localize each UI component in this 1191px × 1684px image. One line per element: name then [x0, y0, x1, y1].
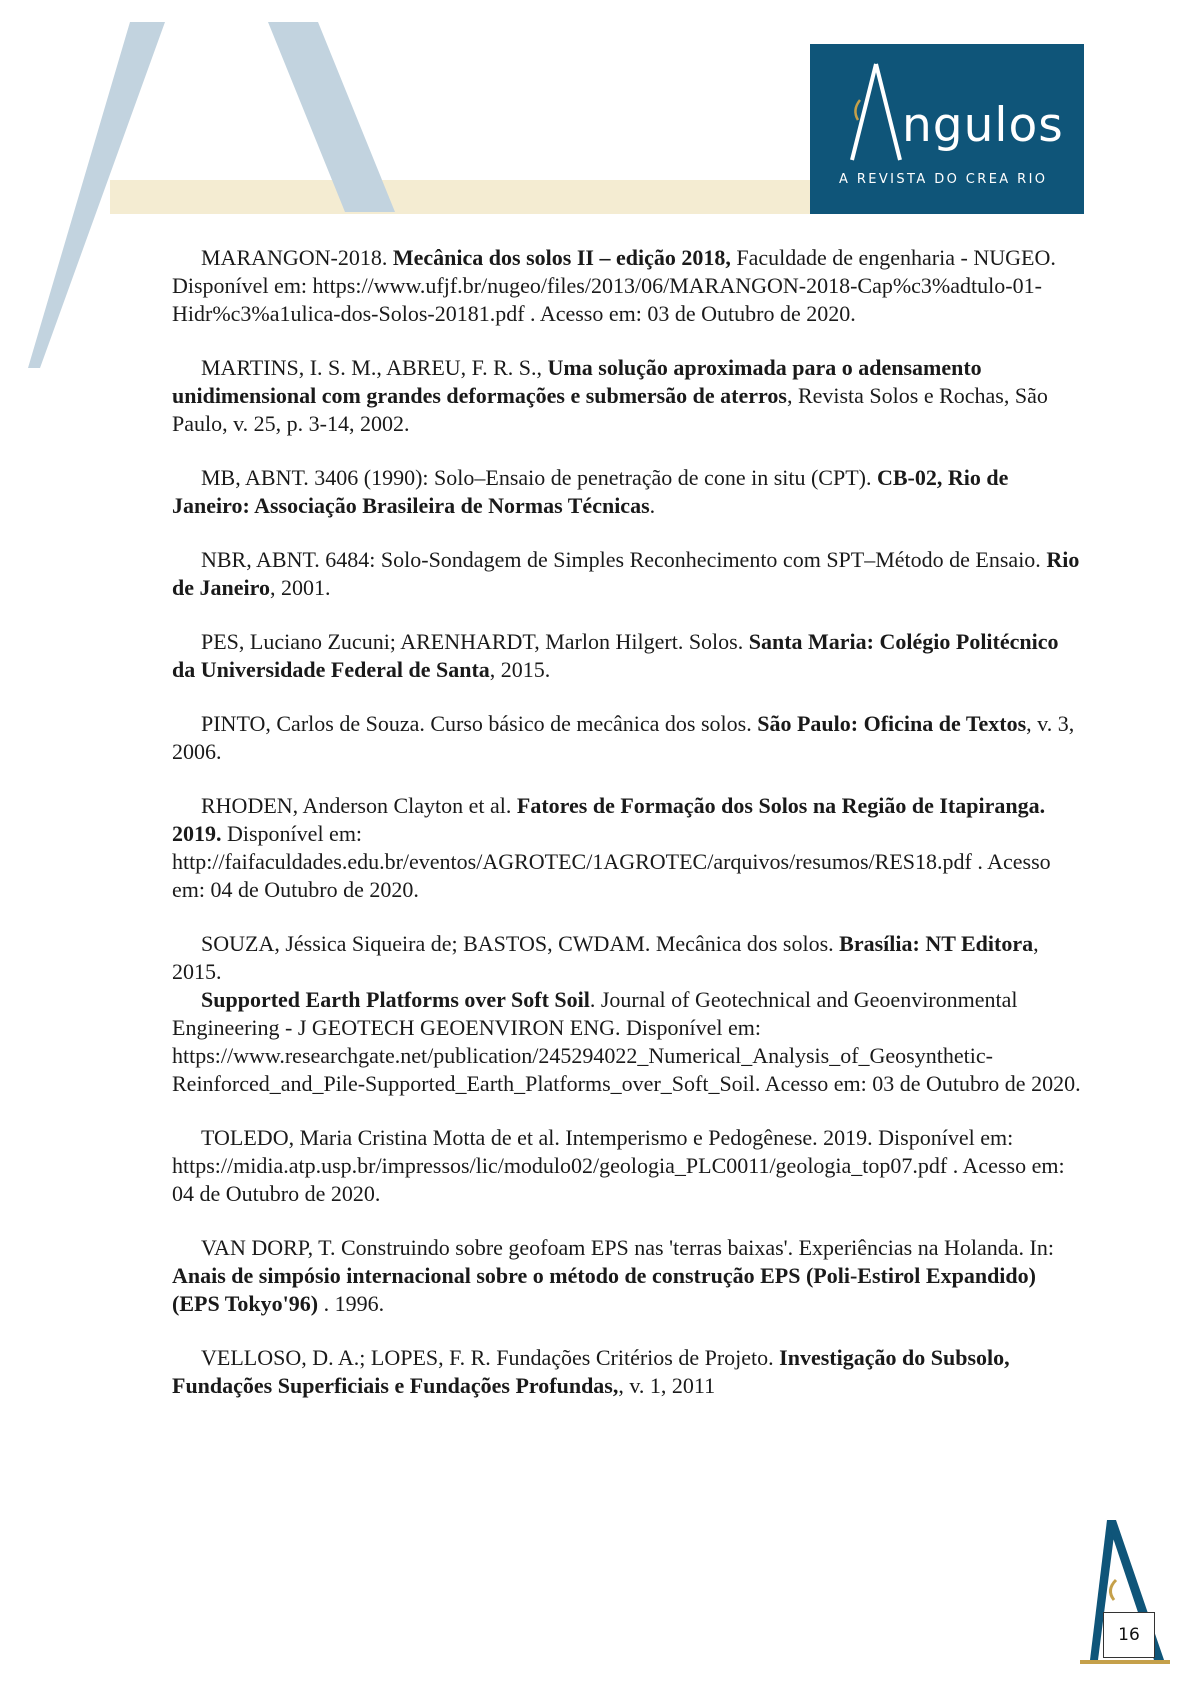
reference-entry: NBR, ABNT. 6484: Solo-Sondagem de Simples Reconhecimento com SPT–Método de Ensaio. Rio de Janeiro, 2001. [172, 547, 1080, 600]
cream-band [110, 180, 822, 214]
reference-entry: SOUZA, Jéssica Siqueira de; BASTOS, CWDAM. Mecânica dos solos. Brasília: NT Editora, 2015. [172, 931, 1039, 984]
reference-entry: MARANGON-2018. Mecânica dos solos II – edição 2018, Faculdade de engenharia - NUGEO. Disponível em: https://www.ufjf.br/nugeo/files/2013/06/MARANGON-2018-Cap%c3%adtulo-01-Hidr%c3%a1ulica-dos-Solos-20181.pdf . Acesso em: 03 de Outubro de 2020. [172, 245, 1056, 326]
logo-subtitle: A REVISTA DO CREA RIO [839, 172, 1048, 187]
lambda-right-stroke [268, 22, 395, 212]
reference-entry: PES, Luciano Zucuni; ARENHARDT, Marlon Hilgert. Solos. Santa Maria: Colégio Politécnico da Universidade Federal de Santa, 2015. [172, 629, 1059, 682]
angulos-logo [810, 44, 1084, 214]
reference-entry: Supported Earth Platforms over Soft Soil. Journal of Geotechnical and Geoenvironmental Engineering - J GEOTECH GEOENVIRON ENG. Disponível em: https://www.researchgate.net/publication/245294022_Numerical_Analysis_of_Geosynthetic-Reinforced_and_Pile-Supported_Earth_Platforms_over_Soft_Soil. Acesso em: 03 de Outubro de 2020. [172, 987, 1081, 1096]
logo-wordmark: ngulos [902, 98, 1064, 153]
reference-entry: VELLOSO, D. A.; LOPES, F. R. Fundações Critérios de Projeto. Investigação do Subsolo, Fundações Superficiais e Fundações Profundas,, v. 1, 2011 [172, 1345, 1010, 1398]
reference-entry: PINTO, Carlos de Souza. Curso básico de mecânica dos solos. São Paulo: Oficina de Textos, v. 3, 2006. [172, 711, 1075, 764]
lambda-left-stroke [28, 22, 165, 368]
reference-entry: TOLEDO, Maria Cristina Motta de et al. Intemperismo e Pedogênese. 2019. Disponível em: https://midia.atp.usp.br/impressos/lic/modulo02/geologia_PLC0011/geologia_top07.pdf . Acesso em: 04 de Outubro de 2020. [172, 1125, 1065, 1206]
references-list [172, 244, 1084, 1426]
reference-entry: MARTINS, I. S. M., ABREU, F. R. S., Uma solução aproximada para o adensamento unidimensional com grandes deformações e submersão de aterros, Revista Solos e Rochas, São Paulo, v. 25, p. 3-14, 2002. [172, 355, 1048, 436]
page-number: 16 [1103, 1612, 1155, 1658]
reference-entry: RHODEN, Anderson Clayton et al. Fatores de Formação dos Solos na Região de Itapiranga. 2019. Disponível em: http://faifaculdades.edu.br/eventos/AGROTEC/1AGROTEC/arquivos/resumos/RES18.pdf . Acesso em: 04 de Outubro de 2020. [172, 793, 1051, 902]
reference-entry: MB, ABNT. 3406 (1990): Solo–Ensaio de penetração de cone in situ (CPT). CB-02, Rio de Janeiro: Associação Brasileira de Normas Técnicas. [172, 465, 1009, 518]
reference-entry: VAN DORP, T. Construindo sobre geofoam EPS nas 'terras baixas'. Experiências na Holanda. In: Anais de simpósio internacional sobre o método de construção EPS (Poli-Estirol Expandido) (EPS Tokyo'96) . 1996. [172, 1235, 1054, 1316]
